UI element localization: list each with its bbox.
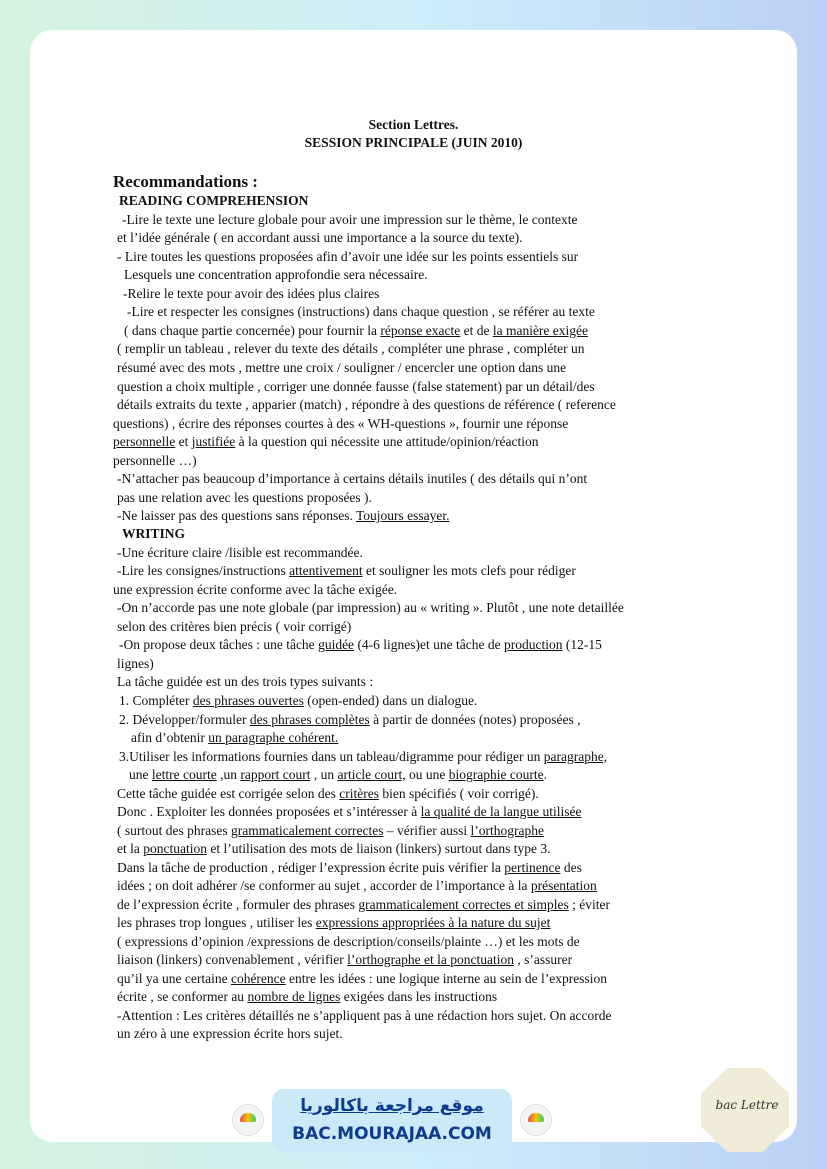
text-segment: qu’il ya une certaine xyxy=(117,971,231,986)
text-segment: -Attention : Les critères détaillés ne s’appliquent pas à une rédaction hors sujet. On accorde xyxy=(117,1008,612,1023)
text-line xyxy=(117,970,607,988)
underlined-text: article court, xyxy=(337,767,406,782)
text-segment: Dans la tâche de production , rédiger l’expression écrite puis vérifier la xyxy=(117,860,505,875)
text-line xyxy=(117,489,372,507)
text-line xyxy=(117,562,576,580)
text-segment: bien spécifiés ( voir corrigé). xyxy=(379,786,539,801)
text-line xyxy=(117,1007,611,1025)
text-segment: questions) , écrire des réponses courtes à des « WH-questions », fournir une réponse xyxy=(113,416,569,431)
text-segment: de l’expression écrite , formuler des phrases xyxy=(117,897,359,912)
text-segment: entre les idées : une logique interne au sein de l’expression xyxy=(285,971,607,986)
text-segment: idées ; on doit adhérer /se conformer au sujet , accorder de l’importance à la xyxy=(117,878,531,893)
text-line xyxy=(122,525,185,543)
text-segment: -On n’accorde pas une note globale (par impression) au « writing ». Plutôt , une note detaillée xyxy=(117,600,624,615)
text-segment: et souligner les mots clefs pour rédiger xyxy=(362,563,576,578)
underlined-text: biographie courte xyxy=(448,767,544,782)
underlined-text: attentivement xyxy=(289,563,363,578)
underlined-text: réponse exacte xyxy=(380,323,461,338)
text-line xyxy=(117,378,595,396)
text-line xyxy=(119,711,580,729)
text-segment: question a choix multiple , corriger une donnée fausse (false statement) par un détail/des xyxy=(117,379,595,394)
text-line xyxy=(119,636,602,654)
text-segment: ( expressions d’opinion /expressions de description/conseils/plainte …) et les mots de xyxy=(117,934,580,949)
underlined-text: personnelle xyxy=(113,434,176,449)
text-segment: et xyxy=(175,434,192,449)
text-line xyxy=(119,692,477,710)
underlined-text: critères xyxy=(339,786,380,801)
text-segment: ou une xyxy=(405,767,449,782)
text-line xyxy=(113,452,197,470)
underlined-text: un paragraphe cohérent. xyxy=(208,730,339,745)
text-segment: une xyxy=(129,767,152,782)
text-line xyxy=(124,266,428,284)
text-segment: à partir de données (notes) proposées , xyxy=(369,712,581,727)
text-segment: ( surtout des phrases xyxy=(117,823,231,838)
section-title: Section Lettres. xyxy=(368,117,459,132)
text-line xyxy=(117,507,450,525)
text-line xyxy=(117,877,597,895)
text-line xyxy=(117,470,587,488)
text-segment: pas une relation avec les questions proposées ). xyxy=(117,490,372,505)
text-segment: afin d’obtenir xyxy=(131,730,209,745)
text-segment: – vérifier aussi xyxy=(383,823,471,838)
text-segment: -Lire les consignes/instructions xyxy=(117,563,290,578)
text-line xyxy=(113,415,568,433)
text-line xyxy=(122,211,577,229)
text-segment: détails extraits du texte , apparier (match) , répondre à des questions de référence ( reference xyxy=(117,397,616,412)
text-segment: et de xyxy=(460,323,493,338)
underlined-text: nombre de lignes xyxy=(247,989,341,1004)
text-segment: écrite , se conformer au xyxy=(117,989,248,1004)
text-line xyxy=(117,933,580,951)
text-segment: résumé avec des mots , mettre une croix / souligner / encercler une option dans une xyxy=(117,360,567,375)
underlined-text: la manière exigée xyxy=(492,323,589,338)
underlined-text: grammaticalement correctes xyxy=(230,823,384,838)
text-segment: -On propose deux tâches : une tâche xyxy=(119,637,319,652)
text-segment: WRITING xyxy=(122,526,186,541)
text-line xyxy=(119,748,607,766)
text-segment: selon des critères bien précis ( voir corrigé) xyxy=(117,619,352,634)
underlined-text: cohérence xyxy=(230,971,286,986)
site-logo-right-icon xyxy=(520,1104,552,1136)
text-segment: 1. Compléter xyxy=(119,693,193,708)
text-line xyxy=(117,340,584,358)
underlined-text: pertinence xyxy=(504,860,561,875)
text-segment: ( dans chaque partie concernée) pour fournir la xyxy=(124,323,381,338)
text-segment: une expression écrite conforme avec la tâche exigée. xyxy=(113,582,398,597)
text-line xyxy=(117,229,523,247)
text-line xyxy=(117,840,550,858)
text-segment: ( remplir un tableau , relever du texte des détails , compléter une phrase , compléter un xyxy=(117,341,585,356)
text-line xyxy=(131,729,338,747)
text-segment: des xyxy=(560,860,582,875)
text-line xyxy=(117,951,572,969)
text-line xyxy=(117,1025,343,1043)
text-line xyxy=(113,581,397,599)
text-segment: (open-ended) dans un dialogue. xyxy=(303,693,478,708)
footer-site-arabic[interactable]: موقع مراجعة باكالوريا xyxy=(300,1096,484,1116)
text-segment: -N’attacher pas beaucoup d’importance à certains détails inutiles ( des détails qui n’ont xyxy=(117,471,588,486)
recommendations-heading: Recommandations : xyxy=(113,172,258,191)
text-line xyxy=(117,673,373,691)
text-segment: -Lire le texte une lecture globale pour avoir une impression sur le thème, le contexte xyxy=(122,212,578,227)
underlined-text: la qualité de la langue utilisée xyxy=(420,804,582,819)
session-title: SESSION PRINCIPALE (JUIN 2010) xyxy=(304,135,523,150)
underlined-text: présentation xyxy=(530,878,597,893)
text-segment: ; éviter xyxy=(568,897,610,912)
underlined-text: expressions appropriées à la nature du sujet xyxy=(315,915,551,930)
underlined-text: l’orthographe et la ponctuation xyxy=(347,952,514,967)
text-line xyxy=(113,433,539,451)
underlined-text: production xyxy=(504,637,563,652)
text-line xyxy=(117,599,624,617)
text-line xyxy=(117,544,363,562)
text-line xyxy=(117,896,610,914)
text-line xyxy=(117,785,539,803)
text-segment: Donc . Exploiter les données proposées et s’intéresser à xyxy=(117,804,421,819)
text-segment: . xyxy=(543,767,548,782)
underlined-text: des phrases ouvertes xyxy=(192,693,304,708)
text-segment: Cette tâche guidée est corrigée selon des xyxy=(117,786,340,801)
text-segment: personnelle …) xyxy=(113,453,197,468)
text-line xyxy=(117,655,154,673)
underlined-text: guidée xyxy=(318,637,355,652)
underlined-text: rapport court xyxy=(240,767,311,782)
bac-lettre-logo-text: bac Lettre xyxy=(715,1098,779,1112)
text-segment: un zéro à une expression écrite hors sujet. xyxy=(117,1026,343,1041)
text-line xyxy=(117,396,616,414)
text-segment: liaison (linkers) convenablement , vérifier xyxy=(117,952,348,967)
text-line xyxy=(117,618,351,636)
underlined-text: justifiée xyxy=(191,434,236,449)
underlined-text: des phrases complètes xyxy=(249,712,370,727)
underlined-text: paragraphe, xyxy=(543,749,608,764)
text-segment: , s’assurer xyxy=(514,952,573,967)
footer-site-url[interactable]: BAC.MOURAJAA.COM xyxy=(292,1124,492,1144)
underlined-text: Toujours essayer. xyxy=(355,508,450,523)
text-segment: (4-6 lignes)et une tâche de xyxy=(354,637,504,652)
text-segment: les phrases trop longues , utiliser les xyxy=(117,915,316,930)
text-segment: exigées dans les instructions xyxy=(340,989,498,1004)
text-segment: ,un xyxy=(216,767,241,782)
text-segment: La tâche guidée est un des trois types suivants : xyxy=(117,674,374,689)
text-segment: (12-15 xyxy=(562,637,602,652)
text-segment: -Ne laisser pas des questions sans réponses. xyxy=(117,508,356,523)
text-line xyxy=(117,822,544,840)
text-line xyxy=(123,285,379,303)
text-line xyxy=(117,859,582,877)
text-line xyxy=(127,303,595,321)
underlined-text: lettre courte xyxy=(151,767,217,782)
text-segment: -Une écriture claire /lisible est recommandée. xyxy=(117,545,363,560)
text-line xyxy=(119,192,308,210)
underlined-text: grammaticalement correctes et simples xyxy=(358,897,569,912)
text-line xyxy=(117,988,497,1006)
text-segment: et la xyxy=(117,841,144,856)
text-segment: -Relire le texte pour avoir des idées plus claires xyxy=(123,286,380,301)
text-segment: lignes) xyxy=(117,656,154,671)
text-segment: et l’idée générale ( en accordant aussi une importance a la source du texte). xyxy=(117,230,523,245)
text-segment: -Lire et respecter les consignes (instructions) dans chaque question , se référer au texte xyxy=(127,304,595,319)
text-segment: - Lire toutes les questions proposées afin d’avoir une idée sur les points essentiels sur xyxy=(117,249,579,264)
text-line xyxy=(117,803,582,821)
text-line xyxy=(117,248,578,266)
text-segment: Lesquels une concentration approfondie sera nécessaire. xyxy=(124,267,428,282)
text-segment: READING COMPREHENSION xyxy=(119,193,309,208)
text-segment: 2. Développer/formuler xyxy=(119,712,250,727)
text-segment: 3.Utiliser les informations fournies dans un tableau/digramme pour rédiger un xyxy=(119,749,544,764)
underlined-text: l’orthographe xyxy=(470,823,544,838)
underlined-text: ponctuation xyxy=(143,841,207,856)
text-line xyxy=(124,322,588,340)
text-line xyxy=(117,914,550,932)
text-segment: , un xyxy=(310,767,338,782)
text-segment: à la question qui nécessite une attitude/opinion/réaction xyxy=(235,434,539,449)
text-line xyxy=(129,766,547,784)
text-line xyxy=(117,359,566,377)
site-logo-left-icon xyxy=(232,1104,264,1136)
text-segment: et l’utilisation des mots de liaison (linkers) surtout dans type 3. xyxy=(207,841,551,856)
